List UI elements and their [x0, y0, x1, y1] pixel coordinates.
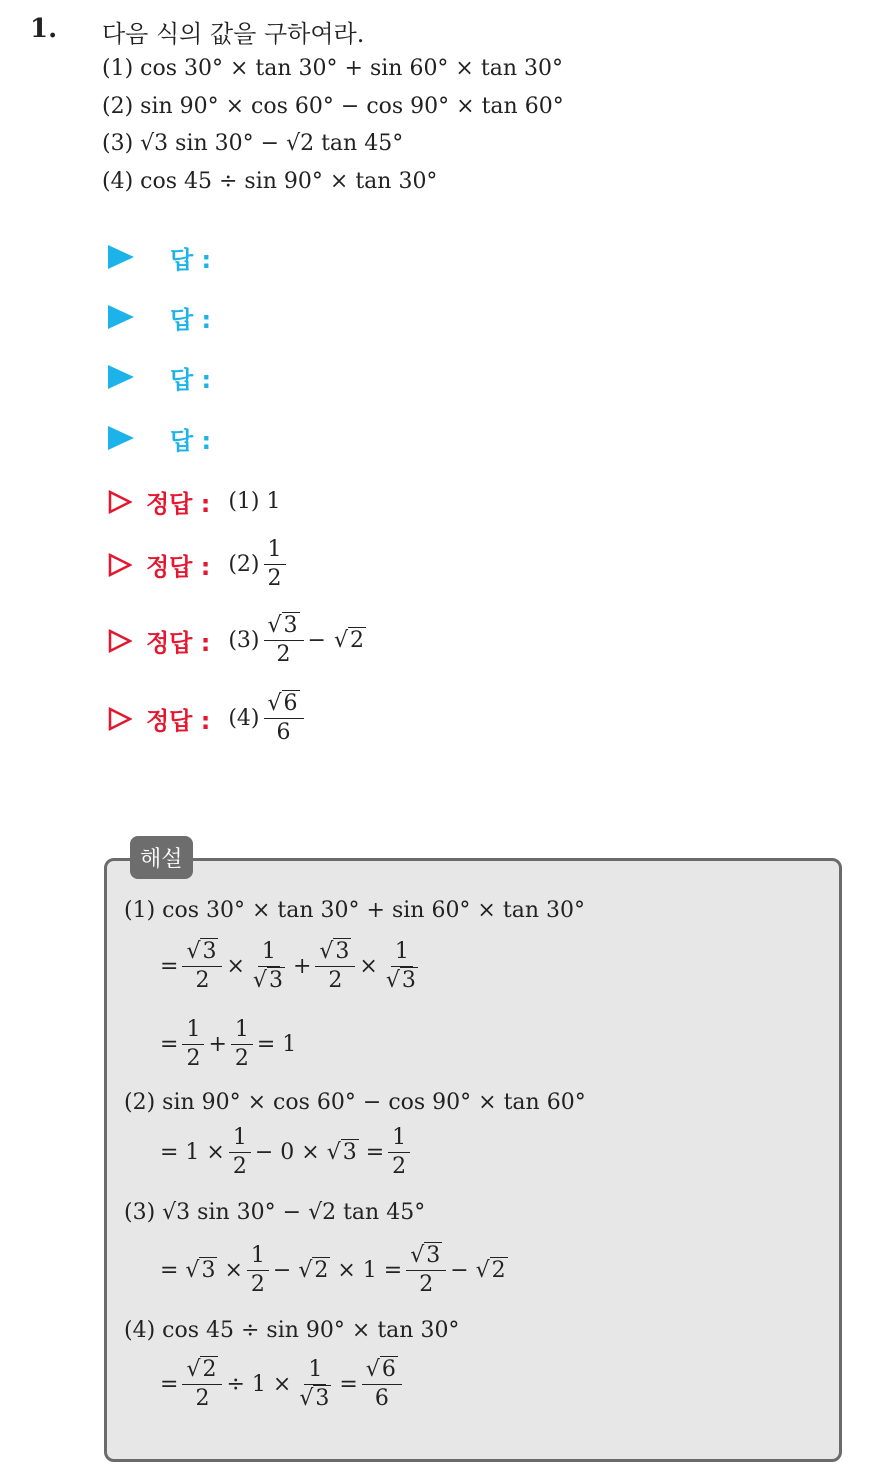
- solution-4: [108, 692, 308, 745]
- solution-label: 정답 :: [146, 553, 211, 582]
- answer-blank-4[interactable]: [108, 418, 211, 458]
- answer-label: 답 :: [170, 365, 212, 394]
- denominator: 2: [276, 642, 291, 668]
- explanation-line-6: (3) √3 sin 30° − √2 tan 45°: [124, 1200, 426, 1225]
- solution-value: [228, 614, 366, 667]
- solution-prefix: (3): [228, 628, 260, 654]
- answer-blank-2[interactable]: [108, 297, 211, 337]
- solution-prefix: (2): [228, 552, 260, 578]
- play-triangle-icon: [108, 305, 134, 329]
- explanation-line-7: = √3 × $\frac{1}{2}$ − √2 × 1 = $\frac{√3}{2}$ − √2: [160, 1243, 506, 1298]
- problem-item-3: (3) √3 sin 30° − √2 tan 45°: [102, 131, 404, 156]
- explanation-line-9: = $\frac{√2}{2}$ ÷ 1 × $\frac{1}{√3}$ = $\frac{√6}{6}$: [160, 1358, 406, 1411]
- solution-1: [108, 484, 280, 519]
- outline-triangle-icon: [108, 629, 132, 653]
- outline-triangle-icon: [108, 553, 132, 577]
- answer-label: 답 :: [170, 245, 212, 274]
- denominator: 2: [267, 566, 282, 592]
- problem-item-4: (4) cos 45 ÷ sin 90° × tan 30°: [102, 169, 438, 194]
- solution-label: 정답 :: [146, 707, 211, 736]
- sqrt-term: √2: [333, 628, 364, 654]
- explanation-line-4: (2) sin 90° × cos 60° − cos 90° × tan 60°: [124, 1090, 586, 1115]
- solution-label: 정답 :: [146, 629, 211, 658]
- numerator: √3: [264, 614, 304, 641]
- solution-label: 정답 :: [146, 490, 211, 518]
- explanation-line-3: = $\frac{1}{2}$ + $\frac{1}{2}$ = 1: [160, 1017, 297, 1072]
- problem-title: 다음 식의 값을 구하여라.: [102, 20, 365, 48]
- solution-prefix: (4): [228, 706, 260, 732]
- solution-value: [228, 692, 307, 745]
- outline-triangle-icon: [108, 707, 132, 731]
- problem-number: 1.: [30, 14, 58, 44]
- fraction: [264, 692, 304, 745]
- solution-value: [228, 538, 289, 591]
- explanation-line-1: (1) cos 30° × tan 30° + sin 60° × tan 30°: [124, 898, 585, 923]
- play-triangle-icon: [108, 245, 134, 269]
- problem-item-2: (2) sin 90° × cos 60° − cos 90° × tan 60°: [102, 94, 564, 119]
- denominator: 6: [276, 720, 291, 746]
- explanation-line-5: = 1 × $\frac{1}{2}$ − 0 × √3 = $\frac{1}{2}$: [160, 1126, 414, 1179]
- answer-label: 답 :: [170, 426, 212, 455]
- fraction: [264, 614, 304, 667]
- numerator: √6: [264, 692, 304, 719]
- fraction: [264, 538, 286, 591]
- answer-blank-3[interactable]: [108, 357, 211, 397]
- play-triangle-icon: [108, 365, 134, 389]
- numerator: 1: [264, 538, 286, 565]
- solution-value: (1) 1: [228, 489, 281, 514]
- explanation-line-8: (4) cos 45 ÷ sin 90° × tan 30°: [124, 1318, 460, 1343]
- problem-item-1: (1) cos 30° × tan 30° + sin 60° × tan 30°: [102, 56, 563, 81]
- solution-2: [108, 538, 290, 591]
- explanation-tag: 해설: [130, 836, 193, 879]
- solution-3: [108, 614, 366, 667]
- minus-sign: −: [307, 628, 326, 654]
- explanation-line-2: = $\frac{√3}{2}$ × $\frac{1}{√3}$ + $\frac{√3}{2}$ × $\frac{1}{√3}$: [160, 939, 416, 994]
- answer-label: 답 :: [170, 305, 212, 334]
- outline-triangle-icon: [108, 490, 132, 514]
- play-triangle-icon: [108, 426, 134, 450]
- answer-blank-1[interactable]: [108, 237, 211, 277]
